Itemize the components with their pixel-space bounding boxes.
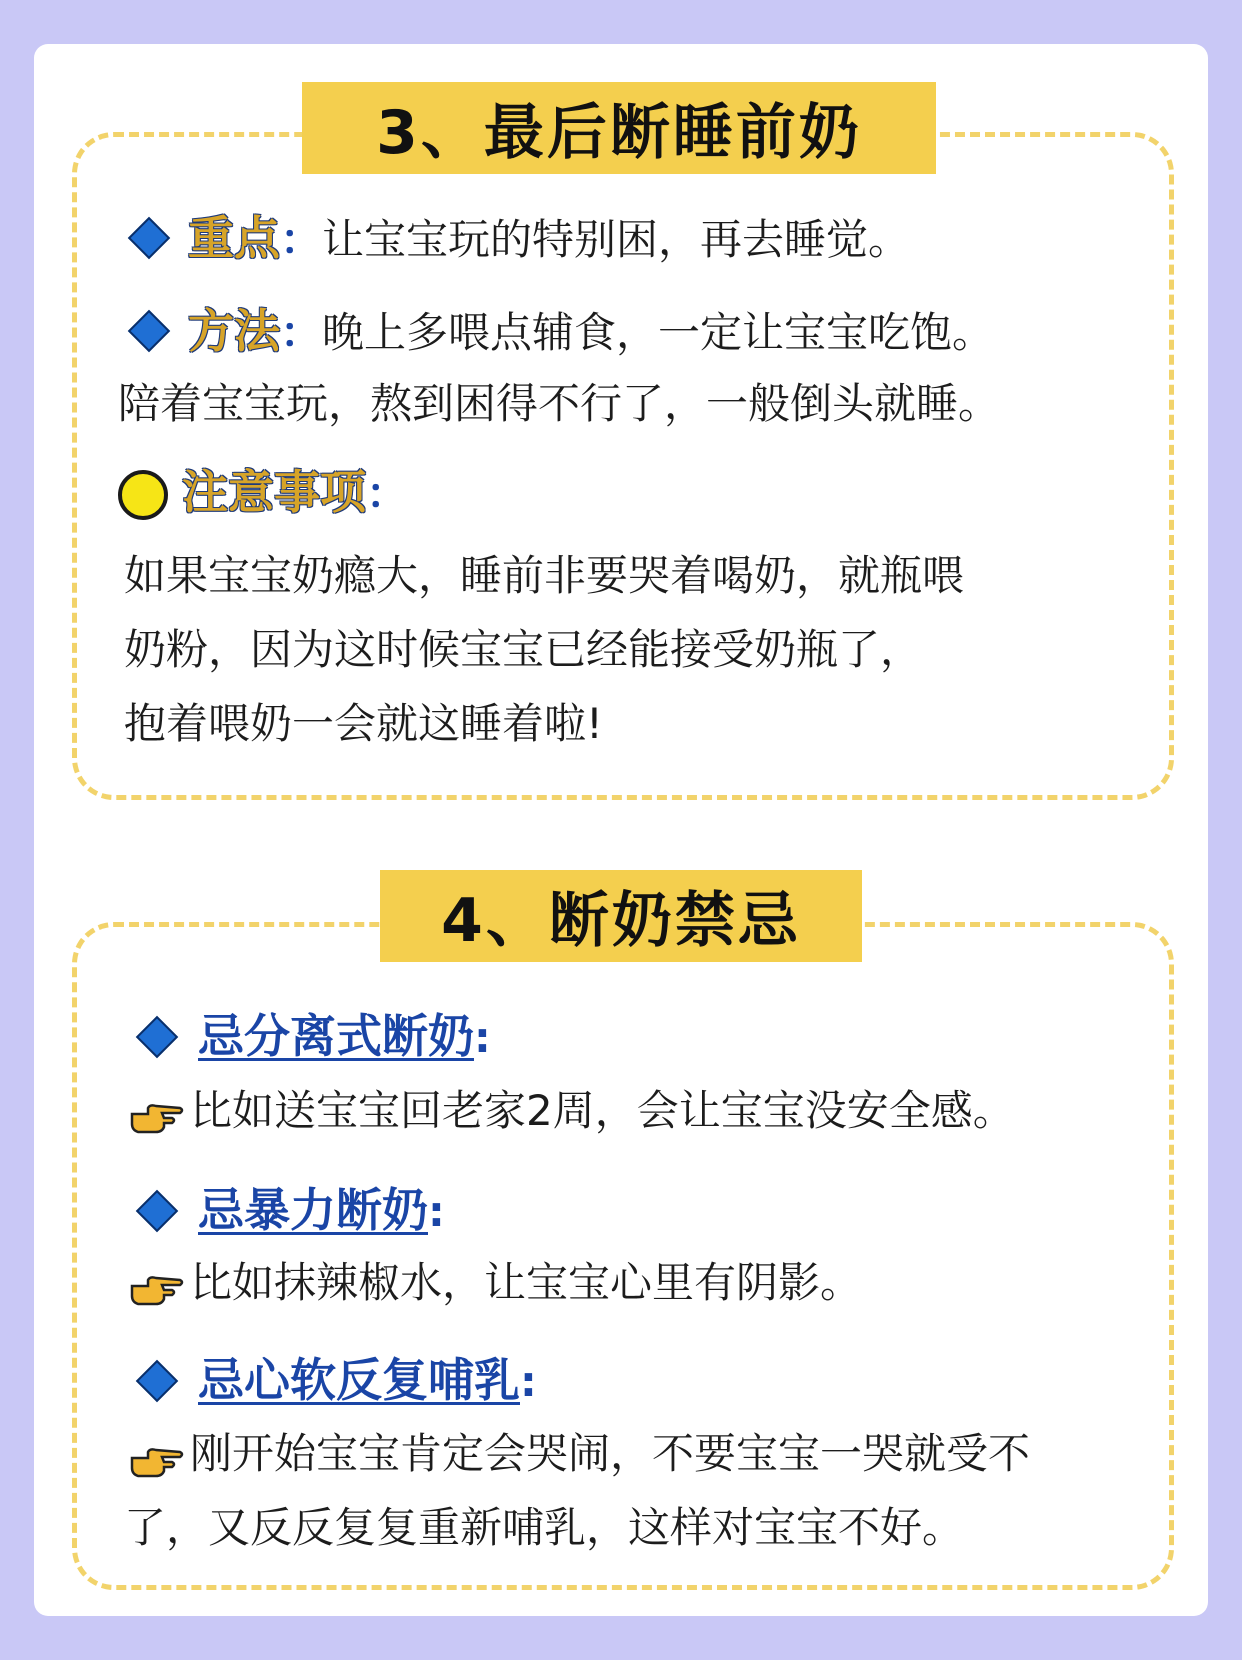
taboo-label-1: 忌分离式断奶 <box>198 1009 474 1063</box>
taboo-colon-2: : <box>428 1187 445 1236</box>
pointing-hand-icon <box>128 1096 184 1136</box>
notes-line-3: 抱着喂奶一会就这睡着啦! <box>124 699 603 748</box>
focus-line <box>188 210 910 268</box>
taboo-label-2: 忌暴力断奶 <box>198 1183 428 1237</box>
taboo-colon-1: : <box>474 1013 491 1062</box>
taboo-text-1: 比如送宝宝回老家2周，会让宝宝没安全感。 <box>190 1086 1015 1135</box>
focus-colon: ： <box>280 215 323 264</box>
pointing-hand-icon <box>128 1268 184 1308</box>
taboo-heading-3 <box>198 1352 537 1410</box>
notes-line-1: 如果宝宝奶瘾大，睡前非要哭着喝奶，就瓶喂 <box>124 551 965 600</box>
section-4-title: 4、断奶禁忌 <box>380 870 862 962</box>
taboo-text-3: 刚开始宝宝肯定会哭闹，不要宝宝一哭就受不 <box>190 1429 1031 1478</box>
section-3-title: 3、最后断睡前奶 <box>302 82 936 174</box>
notes-colon: ： <box>366 469 409 518</box>
notes-heading <box>182 464 408 522</box>
taboo-colon-3: : <box>520 1357 537 1406</box>
focus-text: 让宝宝玩的特别困，再去睡觉。 <box>322 215 911 264</box>
notes-line-2: 奶粉，因为这时候宝宝已经能接受奶瓶了， <box>124 625 923 674</box>
pointing-hand-icon <box>128 1440 184 1480</box>
taboo-heading-1 <box>198 1008 491 1066</box>
method-text: 晚上多喂点辅食，一定让宝宝吃饱。 <box>322 308 995 357</box>
taboo-text-2: 比如抹辣椒水，让宝宝心里有阴影。 <box>190 1258 863 1307</box>
taboo-heading-2 <box>198 1182 445 1240</box>
notes-label: 注意事项 <box>182 465 366 519</box>
method-line <box>188 303 994 361</box>
yellow-circle-icon <box>118 470 168 520</box>
method-label: 方法 <box>188 304 280 358</box>
focus-label: 重点 <box>188 211 280 265</box>
method-colon: ： <box>280 308 323 357</box>
taboo-text-3b: 了，又反反复复重新哺乳，这样对宝宝不好。 <box>124 1503 965 1552</box>
taboo-label-3: 忌心软反复哺乳 <box>198 1353 520 1407</box>
method-text-2: 陪着宝宝玩，熬到困得不行了，一般倒头就睡。 <box>118 379 1001 428</box>
